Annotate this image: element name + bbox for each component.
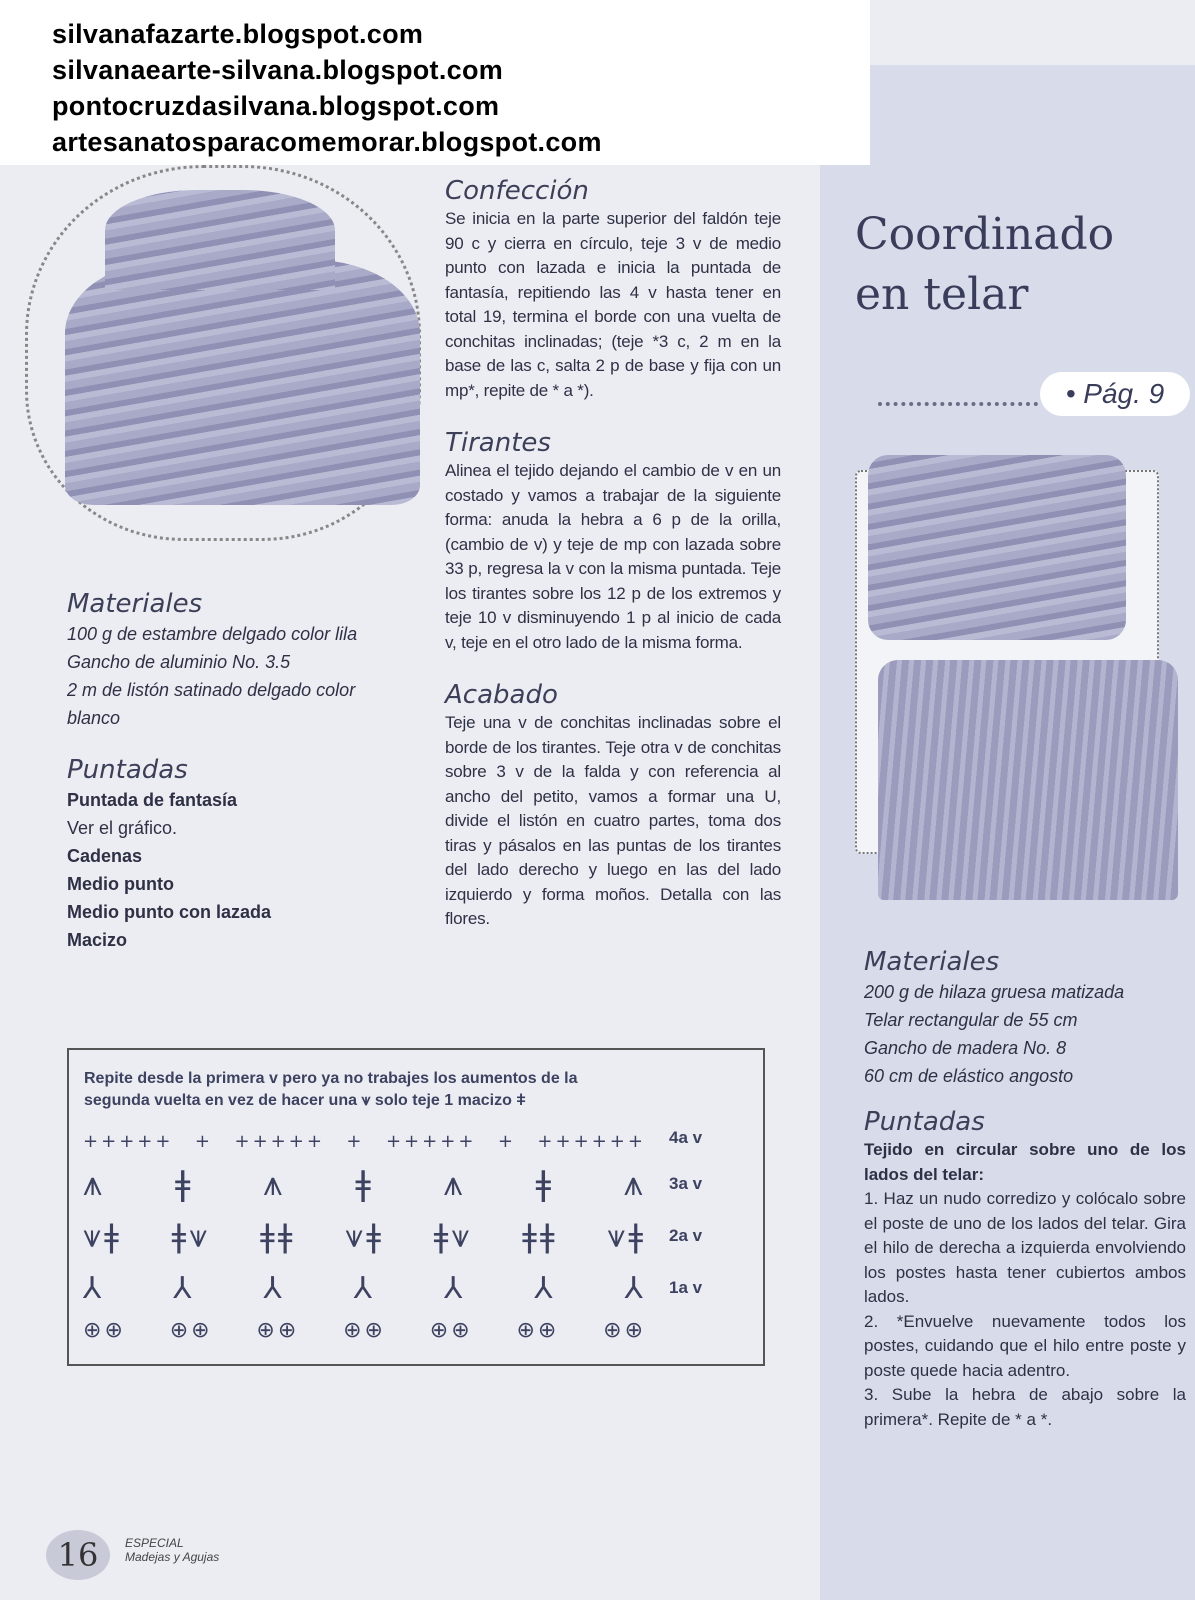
single-crochet-icon: +	[270, 1130, 286, 1152]
stitch-item: Puntada de fantasía	[67, 790, 238, 810]
material-item: 60 cm de elástico angosto	[864, 1066, 1074, 1086]
single-crochet-icon: +	[306, 1130, 322, 1152]
chain-stitch-icon: ⊕	[104, 1317, 123, 1343]
material-item: 2 m de listón satinado delgado color	[67, 680, 356, 700]
material-item: Gancho de aluminio No. 3.5	[67, 652, 291, 672]
stitch-group	[234, 1131, 321, 1152]
confeccion-heading: Confección	[445, 176, 589, 206]
chain-stitch-icon: ⊕	[516, 1317, 535, 1343]
shell-stitch-icon: ⩚	[443, 1164, 463, 1204]
material-item: blanco	[67, 708, 121, 728]
stitch-group	[175, 1164, 191, 1204]
stitch-group	[603, 1318, 643, 1343]
material-item: Telar rectangular de 55 cm	[864, 1010, 1078, 1030]
stitch-group	[444, 1271, 462, 1306]
v-stitch-icon: ⩛	[189, 1216, 208, 1255]
single-crochet-icon: +	[497, 1130, 513, 1152]
stitch-group	[83, 1318, 123, 1343]
v-stitch-icon: ǂ	[539, 1217, 555, 1255]
v-stitch-icon: ǂ	[522, 1217, 537, 1255]
step: 2. *Envuelve nuevamente todos los postes, cuidando que el hilo entre poste y poste quede hacia adentro.	[864, 1311, 1186, 1380]
stitch-group	[83, 1131, 170, 1152]
stitch-group	[260, 1217, 292, 1255]
v-stitch-icon: ǂ	[171, 1216, 187, 1255]
v-stitch-icon: ⩛	[345, 1216, 364, 1255]
puntadas-subheading: Tejido en circular sobre uno de los lados del telar:	[864, 1140, 1186, 1184]
stitch-group	[345, 1217, 381, 1256]
chain-stitch-icon: ⊕	[624, 1317, 643, 1343]
v-stitch-icon: ⩛	[361, 1092, 371, 1109]
single-crochet-icon: +	[234, 1130, 250, 1152]
single-crochet-icon: +	[346, 1130, 362, 1152]
material-item: Gancho de madera No. 8	[864, 1038, 1067, 1058]
tirantes-heading: Tirantes	[445, 428, 551, 458]
single-crochet-icon: +	[194, 1130, 211, 1152]
stitch-group	[522, 1217, 554, 1255]
single-crochet-icon: +	[609, 1130, 625, 1152]
v-stitch-icon: ⩛	[607, 1216, 626, 1255]
crossed-stitch-icon: ⅄	[444, 1270, 463, 1306]
row-label: 1a v	[669, 1278, 703, 1297]
v-stitch-icon: ǂ	[260, 1217, 275, 1255]
crossed-stitch-icon: ⅄	[624, 1270, 643, 1306]
single-crochet-icon: +	[573, 1130, 589, 1152]
title-line: en telar	[855, 269, 1029, 320]
stitch-group	[535, 1164, 551, 1204]
crossed-stitch-icon: ⅄	[534, 1270, 553, 1306]
single-crochet-icon: +	[119, 1130, 135, 1152]
stitch-group	[83, 1217, 119, 1256]
single-crochet-icon: +	[458, 1130, 474, 1152]
chain-stitch-icon: ⊕	[83, 1317, 102, 1343]
page-reference-badge: • Pág. 9	[1040, 372, 1190, 416]
stitch-group	[354, 1271, 372, 1306]
stitch-item: Medio punto	[67, 874, 174, 894]
title-line: Coordinado	[855, 209, 1115, 260]
stitch-group	[498, 1131, 513, 1152]
row-label: 2a v	[669, 1226, 703, 1245]
materiales-heading: Materiales	[864, 947, 1000, 977]
single-crochet-icon: +	[627, 1130, 643, 1152]
row2-v-stitches	[83, 1214, 643, 1258]
step: 1. Haz un nudo corredizo y colócalo sobre el poste de uno de los lados del telar. Gira el hilo de derecha a izquierda envolviendo los postes hasta tener cubiertos ambos lados.	[864, 1189, 1186, 1306]
materiales-heading: Materiales	[67, 589, 203, 619]
chain-stitch-icon: ⊕	[537, 1317, 557, 1343]
single-crochet-icon: +	[385, 1130, 402, 1152]
material-item: 100 g de estambre delgado color lila	[67, 624, 358, 644]
single-crochet-icon: +	[422, 1130, 438, 1152]
chain-stitch-icon: ⊕	[364, 1317, 383, 1343]
single-crochet-icon: +	[101, 1130, 117, 1152]
stitch-group	[386, 1131, 473, 1152]
v-stitch-icon: ǂ	[433, 1216, 449, 1255]
confeccion-text: Se inicia en la parte superior del faldón teje 90 c y cierra en círculo, teje 3 v de medio punto con lazada e inicia la puntada de fantasía, repitiendo las 4 v hasta tener en total 19, termina el borde con una vuelta de conchitas inclinadas; (teje *3 c, 2 m en la base de las c, salta 2 p de base y fija con un mp*, repite de * a *).	[445, 209, 781, 400]
stitch-group	[355, 1164, 371, 1204]
stitch-group	[625, 1271, 643, 1306]
puntadas-heading: Puntadas	[67, 755, 188, 785]
chain-stitch-icon: ⊕	[451, 1317, 470, 1343]
chain-stitch-icon: ⊕	[256, 1317, 275, 1343]
stitch-group	[434, 1217, 470, 1256]
stitch-group	[170, 1318, 210, 1343]
stitch-group	[195, 1131, 210, 1152]
shell-stitch-icon: ⩚	[83, 1164, 103, 1204]
stitch-group	[263, 1164, 282, 1204]
stitch-group	[172, 1217, 208, 1256]
blog-link[interactable]: pontocruzdasilvana.blogspot.com	[52, 91, 500, 121]
row-label: 3a v	[669, 1174, 703, 1193]
chain-stitch-icon: ⊕	[169, 1317, 189, 1343]
chain-stitch-icon: ⊕	[603, 1317, 622, 1343]
crossed-stitch-icon: ⅄	[173, 1270, 192, 1306]
crochet-dress-photo	[65, 260, 420, 505]
stitch-group	[264, 1271, 282, 1306]
puntadas-heading: Puntadas	[864, 1107, 985, 1137]
single-crochet-icon: +	[555, 1130, 571, 1152]
acabado-text: Teje una v de conchitas inclinadas sobre el borde de los tirantes. Teje otra v de conchitas sobre 3 v de la falda y con referencia al ancho del petito, vamos a formar una U, divide el listón en cuatro partes, toma dos tiras y pásalos en las puntas de los tirantes del lado derecho y luego en las del lado izquierdo y forma moños. Detalla con las flores.	[445, 713, 781, 928]
crossed-stitch-icon: ⅄	[353, 1270, 373, 1306]
shell-stitch-icon: ǂ	[535, 1164, 552, 1204]
single-crochet-icon: +	[288, 1130, 304, 1152]
stitch-group	[256, 1318, 296, 1343]
single-crochet-icon: +	[137, 1130, 153, 1152]
crossed-stitch-icon: ⅄	[83, 1270, 102, 1306]
chain-base-stitches	[83, 1316, 643, 1344]
v-stitch-icon: ⩛	[83, 1216, 102, 1255]
knit-skirt-photo	[878, 660, 1178, 900]
v-stitch-icon: ǂ	[366, 1216, 381, 1255]
crossed-stitch-icon: ⅄	[263, 1270, 282, 1306]
stitch-group	[173, 1271, 191, 1306]
single-crochet-icon: +	[155, 1130, 171, 1152]
magazine-name: ESPECIAL	[125, 1536, 184, 1550]
single-crochet-icon: +	[404, 1130, 420, 1152]
stitch-item: Cadenas	[67, 846, 143, 866]
chart-note-line1: Repite desde la primera v pero ya no trabajes los aumentos de la	[84, 1070, 578, 1087]
shell-stitch-icon: ⩚	[263, 1164, 283, 1204]
chart-note-line2b: solo teje 1 macizo	[374, 1092, 512, 1109]
v-stitch-icon: ǂ	[104, 1216, 119, 1255]
stitch-group	[534, 1271, 552, 1306]
stitch-group	[83, 1271, 101, 1306]
single-crochet-icon: +	[440, 1130, 456, 1152]
stitch-item: Ver el gráfico.	[67, 818, 178, 838]
v-stitch-icon: ǂ	[277, 1217, 293, 1255]
blog-links-header	[0, 0, 870, 165]
dress-bodice-photo	[105, 190, 335, 290]
single-crochet-icon: +	[252, 1130, 268, 1152]
single-crochet-icon: +	[83, 1130, 99, 1152]
tirantes-text: Alinea el tejido dejando el cambio de v en un costado y vamos a trabajar de la siguiente forma: anuda la hebra a 6 p de la orilla, (cambio de v) y teje de mp con lazada sobre 33 p, regresa la v con la misma puntada. Teje los tirantes sobre los 12 p de los extremos y teje 10 v disminuyendo 1 p al inicio de cada v, teje en el otro lado de la misma forma.	[445, 461, 781, 652]
v-stitch-icon: ⩛	[451, 1216, 470, 1255]
row-label: 4a v	[669, 1128, 703, 1147]
v-stitch-icon: ǂ	[628, 1216, 643, 1255]
single-crochet-icon: +	[537, 1130, 553, 1152]
shell-stitch-icon: ǂ	[174, 1164, 191, 1204]
material-item: 200 g de hilaza gruesa matizada	[864, 982, 1125, 1002]
stitch-group	[516, 1318, 556, 1343]
stitch-group	[607, 1217, 643, 1256]
magazine-name: Madejas y Agujas	[125, 1550, 220, 1564]
chain-stitch-icon: ⊕	[343, 1317, 362, 1343]
dotted-leader	[878, 402, 1038, 406]
chain-stitch-icon: ⊕	[277, 1317, 297, 1343]
row1-stitches	[83, 1268, 643, 1308]
stitch-group	[346, 1131, 361, 1152]
stitch-group	[430, 1318, 470, 1343]
macizo-icon: ǂ	[516, 1092, 526, 1109]
single-crochet-icon: +	[591, 1130, 607, 1152]
row3-shell-stitches	[83, 1162, 643, 1206]
blog-link[interactable]: artesanatosparacomemorar.blogspot.com	[52, 127, 602, 157]
project-title	[855, 205, 1114, 325]
shell-stitch-icon: ǂ	[355, 1164, 371, 1204]
blog-link[interactable]: silvanafazarte.blogspot.com	[52, 19, 424, 49]
stitch-group	[624, 1164, 643, 1204]
stitch-item: Macizo	[67, 930, 128, 950]
chain-stitch-icon: ⊕	[191, 1317, 210, 1343]
stitch-item: Medio punto con lazada	[67, 902, 272, 922]
stitch-group	[343, 1318, 383, 1343]
stitch-chart	[67, 1048, 765, 1366]
stitch-group	[444, 1164, 463, 1204]
page-number: 16	[46, 1530, 110, 1580]
chain-stitch-icon: ⊕	[429, 1317, 449, 1343]
blog-link[interactable]: silvanaearte-silvana.blogspot.com	[52, 55, 504, 85]
shell-stitch-icon: ⩚	[623, 1164, 643, 1204]
acabado-heading: Acabado	[445, 680, 558, 710]
row4-stitches	[83, 1128, 643, 1154]
knit-top-photo	[868, 455, 1126, 640]
chart-note-line2: segunda vuelta en vez de hacer una	[84, 1092, 357, 1109]
stitch-group	[537, 1131, 643, 1152]
stitch-group	[83, 1164, 102, 1204]
step: 3. Sube la hebra de abajo sobre la primera*. Repite de * a *.	[864, 1385, 1186, 1429]
